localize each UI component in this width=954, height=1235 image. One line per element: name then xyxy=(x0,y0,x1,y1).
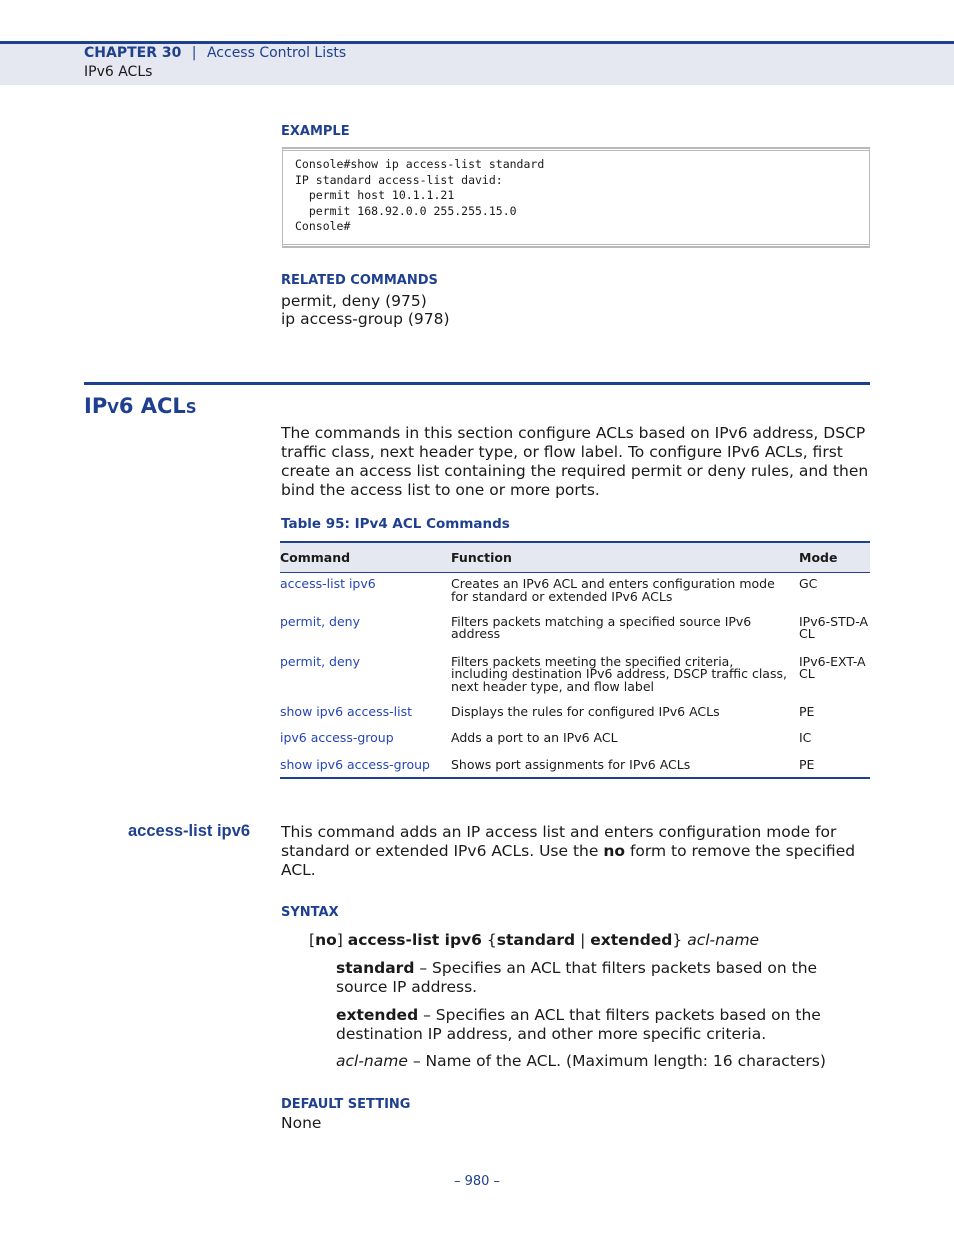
table-row xyxy=(280,651,870,703)
table-row xyxy=(280,756,870,784)
table-bottom-rule xyxy=(280,777,870,779)
default-setting-heading: DEFAULT SETTING xyxy=(281,1097,411,1112)
mode-cell: IPv6-EXT-ACL xyxy=(799,653,866,681)
command-link[interactable]: ipv6 access-group xyxy=(280,729,394,745)
related-link-ip-access-group[interactable]: ip access-group (978) xyxy=(281,310,450,328)
function-cell: Creates an IPv6 ACL and enters configuration mode for standard or extended IPv6 ACLs xyxy=(451,576,775,604)
mode-cell: PE xyxy=(799,756,815,772)
related-link-permit-deny[interactable]: permit, deny (975) xyxy=(281,292,427,310)
function-cell: Shows port assignments for IPv6 ACLs xyxy=(451,756,691,772)
running-header-section: IPv6 ACLs xyxy=(84,64,153,80)
param-standard: standard – Specifies an ACL that filters packets based on the source IP address. xyxy=(336,959,818,996)
syntax-heading: SYNTAX xyxy=(281,905,339,920)
commands-table xyxy=(280,543,870,784)
command-link[interactable]: access-list ipv6 xyxy=(280,576,376,591)
mode-cell: IC xyxy=(799,729,812,745)
page-number: – 980 – xyxy=(453,1174,501,1189)
command-link[interactable]: show ipv6 access-group xyxy=(280,756,430,772)
section-intro: The commands in this section configure ACLs based on IPv6 address, DSCP traffic class, next header type, or flow label. To configure IPv6 ACLs, first create an access list containing the required permit or deny rules, and then bind the access list to one or more ports. xyxy=(281,424,869,499)
mode-cell: GC xyxy=(799,576,818,591)
param-acl-name: acl-name – Name of the ACL. (Maximum length: 16 characters) xyxy=(336,1052,826,1070)
syntax-line: [no] access-list ipv6 {standard | extended} acl-name xyxy=(309,931,760,949)
code-box-top-rule xyxy=(283,148,869,151)
function-cell: Displays the rules for configured IPv6 ACLs xyxy=(451,703,720,719)
section-title: IPV6 ACLS xyxy=(84,394,197,418)
header-separator: | xyxy=(191,45,197,61)
table-row xyxy=(280,611,870,651)
chapter-label: CHAPTER 30 xyxy=(84,45,182,61)
table-header-row xyxy=(280,543,870,573)
param-extended: extended – Specifies an ACL that filters packets based on the destination IP address, and other more specific criteria. xyxy=(336,1006,821,1043)
table-row xyxy=(280,729,870,756)
code-example: Console#show ip access-list standard IP standard access-list david: permit host 10.1.1.21 permit 168.92.0.0 255.255.15.0 Console# xyxy=(295,157,545,234)
table-caption: Table 95: IPv4 ACL Commands xyxy=(281,516,510,532)
function-cell: Adds a port to an IPv6 ACL xyxy=(451,729,618,745)
code-box-bottom-rule xyxy=(283,244,869,247)
example-heading: EXAMPLE xyxy=(281,124,350,139)
command-description: This command adds an IP access list and enters configuration mode for standard or extended IPv6 ACLs. Use the no form to remove the specified ACL. xyxy=(281,823,856,879)
function-cell: Filters packets meeting the specified criteria, including destination IPv6 address, DSCP traffic class, next header type, and flow label xyxy=(451,653,787,694)
column-header-command: Command xyxy=(280,543,451,573)
code-example-box xyxy=(282,147,870,248)
mode-cell: IPv6-STD-ACL xyxy=(799,613,869,641)
section-rule xyxy=(84,382,870,385)
command-link[interactable]: permit, deny xyxy=(280,653,360,669)
column-header-function: Function xyxy=(451,543,799,573)
table-row xyxy=(280,573,870,611)
default-setting-value: None xyxy=(281,1114,322,1132)
running-header-chapter xyxy=(84,45,346,61)
column-header-mode: Mode xyxy=(799,543,870,573)
mode-cell: PE xyxy=(799,703,815,719)
command-heading: access-list ipv6 xyxy=(128,822,250,840)
command-link[interactable]: show ipv6 access-list xyxy=(280,703,413,719)
chapter-title: Access Control Lists xyxy=(206,45,347,61)
related-commands-heading: RELATED COMMANDS xyxy=(281,273,438,288)
command-link[interactable]: permit, deny xyxy=(280,613,360,629)
table-row xyxy=(280,703,870,729)
function-cell: Filters packets matching a specified source IPv6 address xyxy=(451,613,752,641)
